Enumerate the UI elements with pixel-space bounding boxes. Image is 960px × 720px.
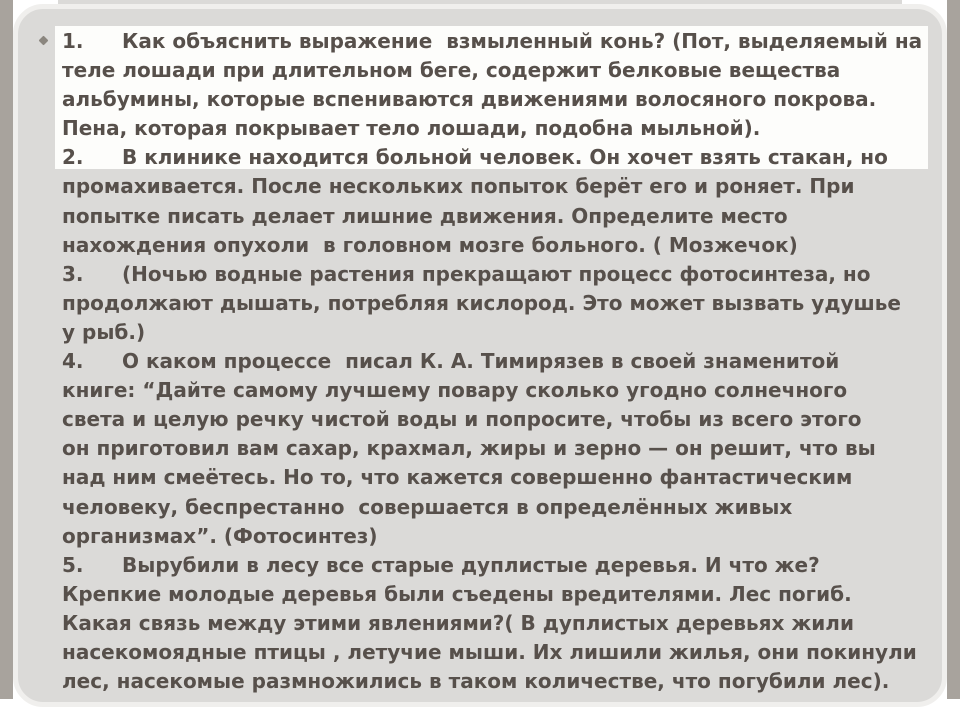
item-number: 5. xyxy=(62,552,84,577)
text-line: теле лошади при длительном беге, содержит белковые вещества xyxy=(62,58,841,83)
text-line: Какая связь между этими явлениями?( В дуплистых деревьях жили xyxy=(62,610,854,635)
item-text: (Ночью водные растения прекращают процесс фотосинтеза, но xyxy=(122,261,871,286)
text-line: он приготовил вам сахар, крахмал, жиры и зерно — он решит, что вы xyxy=(62,436,876,461)
text-line: книге: “Дайте самому лучшему повару сколько угодно солнечного xyxy=(62,378,848,403)
text-line: лес, насекомые размножились в таком количестве, что погубили лес). xyxy=(62,669,890,694)
text-line: нахождения опухоли в головном мозге больного. ( Мозжечок) xyxy=(62,232,798,257)
text-line: Пена, которая покрывает тело лошади, подобна мыльной). xyxy=(62,116,761,141)
text-line: альбумины, которые вспениваются движениями волосяного покрова. xyxy=(62,87,877,112)
text-line: промахивается. После нескольких попыток берёт его и роняет. При xyxy=(62,174,855,199)
text-line xyxy=(62,551,944,580)
item-text: В клинике находится больной человек. Он хочет взять стакан, но xyxy=(122,145,888,170)
item-number: 1. xyxy=(62,29,84,53)
text-line: организмах”. (Фотосинтез) xyxy=(62,523,378,548)
text-line: света и целую речку чистой воды и попросите, чтобы из всего этого xyxy=(62,407,862,432)
text-line: продолжают дышать, потребляя кислород. Это может вызвать удушье xyxy=(62,290,901,315)
item-number: 4. xyxy=(62,349,84,374)
item-text: О каком процессе писал К. А. Тимирязев в своей знаменитой xyxy=(122,349,840,374)
text-line xyxy=(62,347,944,376)
text-line: над ним смеётесь. Но то, что кажется совершенно фантастическим xyxy=(62,465,853,490)
item-number: 3. xyxy=(62,261,84,286)
text-line xyxy=(62,260,944,289)
item-text: Как объяснить выражение взмыленный конь? (Пот, выделяемый на xyxy=(122,29,923,53)
text-line: у рыб.) xyxy=(62,319,146,344)
slide-right-edge-strip xyxy=(947,0,960,699)
text-line: Крепкие молодые деревья были съедены вредителями. Лес погиб. xyxy=(62,581,852,606)
text-line xyxy=(62,27,944,56)
text-line: попытке писать делает лишние движения. Определите место xyxy=(62,203,788,228)
questions-list xyxy=(62,27,944,696)
item-text: Вырубили в лесу все старые дуплистые деревья. И что же? xyxy=(122,552,820,577)
text-line xyxy=(62,143,944,172)
slide-left-edge-strip xyxy=(0,0,13,699)
item-number: 2. xyxy=(62,145,84,170)
text-line: человеку, беспрестанно совершается в определённых живых xyxy=(62,494,793,519)
text-line: насекомоядные птицы , летучие мыши. Их лишили жилья, они покинули xyxy=(62,639,917,664)
